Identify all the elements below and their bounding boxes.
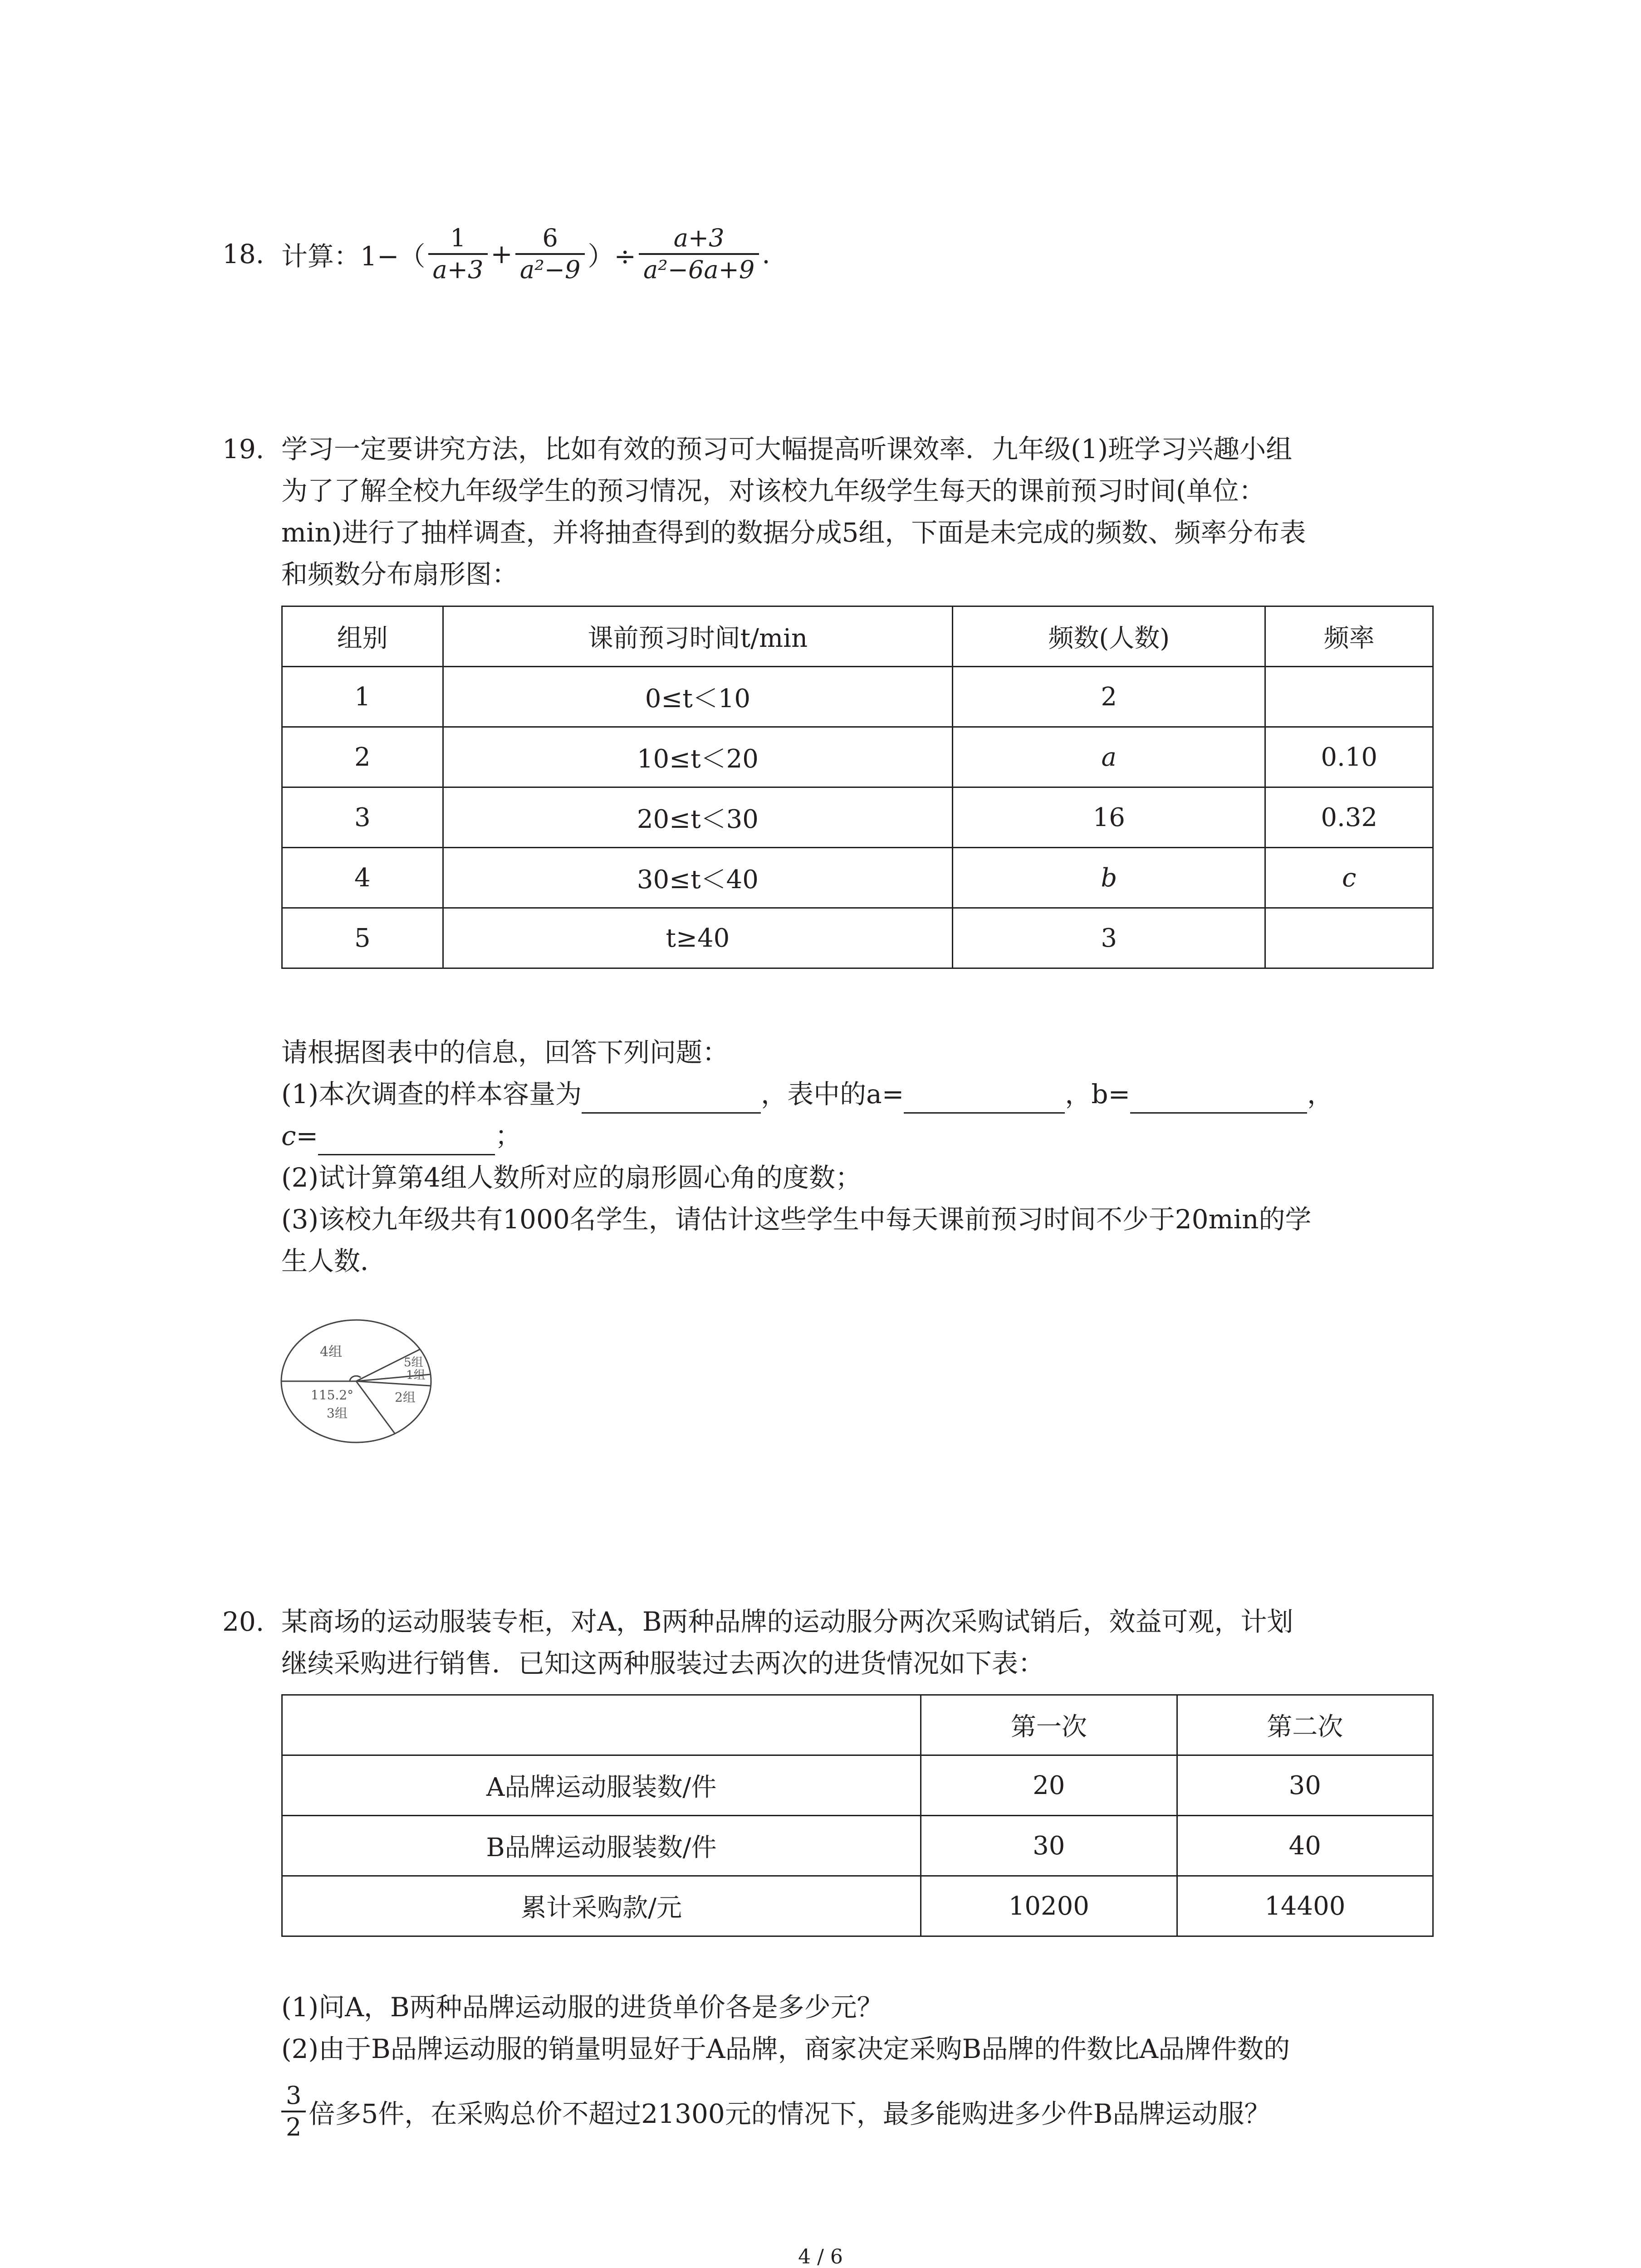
numerator: a+3 [639, 223, 759, 255]
table-header: 组别 [282, 606, 443, 667]
table-cell: 14400 [1177, 1876, 1433, 1936]
table-cell: 10≤t＜20 [443, 727, 953, 787]
q18-fraction-2 [515, 223, 585, 285]
plus-sign: + [490, 239, 513, 269]
q18-fraction-3 [639, 223, 759, 285]
q19-pie-chart [274, 1313, 438, 1449]
pie-label-g5: 5组 [404, 1356, 423, 1369]
q20-part-1: (1)问A，B两种品牌运动服的进货单价各是多少元？ [281, 1992, 883, 2023]
table-cell [1265, 908, 1433, 968]
table-cell: 2 [953, 667, 1265, 727]
question-number: 18. [222, 239, 265, 269]
table-cell: 30≤t＜40 [443, 848, 953, 908]
q20-line-2: 继续采购进行销售．已知这两种服装过去两次的进货情况如下表： [281, 1648, 1045, 1679]
table-cell: 累计采购款/元 [282, 1876, 921, 1936]
table-row [282, 908, 1433, 968]
numerator: 6 [515, 223, 585, 255]
table-cell: 5 [282, 908, 443, 968]
q19-part-3-line-2: 生人数． [281, 1246, 387, 1276]
table-cell: 20 [921, 1755, 1177, 1816]
table-header: 课前预习时间t/min [443, 606, 953, 667]
table-header-row [282, 606, 1433, 667]
table-cell: a [953, 727, 1265, 787]
table-cell: 0≤t＜10 [443, 667, 953, 727]
page-number: 4 / 6 [798, 2245, 843, 2268]
pie-label-g2: 2组 [395, 1390, 416, 1405]
denominator: a²−6a+9 [643, 255, 755, 284]
q18-expression [281, 213, 770, 295]
pie-label-g4: 4组 [320, 1344, 343, 1360]
divide-sign: ）÷ [588, 241, 636, 272]
table-row [282, 787, 1433, 848]
table-header: 第一次 [921, 1695, 1177, 1755]
q19-p1-text: ，b= [1065, 1079, 1131, 1110]
period: . [762, 239, 770, 269]
q19-p1-text: c= [281, 1120, 318, 1151]
table-header: 频率 [1265, 606, 1433, 667]
table-cell: 4 [282, 848, 443, 908]
q19-line-2: 为了了解全校九年级学生的预习情况，对该校九年级学生每天的课前预习时间(单位： [281, 475, 1265, 506]
question-19 [222, 431, 1493, 1474]
denominator: a²−9 [519, 255, 581, 284]
q19-line-4: 和频数分布扇形图： [281, 559, 519, 590]
answer-blank[interactable] [318, 1118, 495, 1155]
q19-p1-text: ， [1307, 1079, 1334, 1110]
table-row [282, 727, 1433, 787]
pie-label-angle: 115.2° [311, 1388, 354, 1403]
table-row [282, 667, 1433, 727]
table-cell: 0.10 [1265, 727, 1433, 787]
pie-divider [356, 1381, 395, 1433]
q20-fraction [281, 2081, 306, 2142]
q19-line-3: min)进行了抽样调查，并将抽查得到的数据分成5组，下面是未完成的频数、频率分布表 [281, 517, 1306, 548]
pie-label-g1: 1组 [406, 1369, 426, 1382]
question-18 [222, 204, 1493, 304]
q20-line-1: 某商场的运动服装专柜，对A，B两种品牌的运动服分两次采购试销后，效益可观，计划 [281, 1606, 1293, 1637]
q19-p1-text: ，表中的a= [761, 1079, 904, 1110]
table-cell: 20≤t＜30 [443, 787, 953, 848]
q20-part-2-line-2 [281, 2073, 1270, 2150]
q19-part-1 [281, 1076, 1333, 1114]
denominator: a+3 [432, 255, 484, 284]
table-header: 频数(人数) [953, 606, 1265, 667]
table-cell: A品牌运动服装数/件 [282, 1755, 921, 1816]
table-header-row [282, 1695, 1433, 1755]
table-row [282, 1876, 1433, 1936]
table-cell: 30 [1177, 1755, 1433, 1816]
table-cell: 3 [282, 787, 443, 848]
answer-blank[interactable] [1130, 1076, 1307, 1114]
table-row [282, 1755, 1433, 1816]
table-cell: t≥40 [443, 908, 953, 968]
table-cell: c [1265, 848, 1433, 908]
q19-p1-text: (1)本次调查的样本容量为 [281, 1079, 582, 1110]
table-header: 第二次 [1177, 1695, 1433, 1755]
pie-label-g3: 3组 [327, 1406, 348, 1421]
numerator: 1 [428, 223, 488, 255]
answer-blank[interactable] [582, 1076, 761, 1114]
table-cell: 2 [282, 727, 443, 787]
table-cell: B品牌运动服装数/件 [282, 1816, 921, 1876]
question-number: 20. [222, 1606, 265, 1637]
table-cell: 0.32 [1265, 787, 1433, 848]
q19-part-3-line-1: (3)该校九年级共有1000名学生，请估计这些学生中每天课前预习时间不少于20min的学 [281, 1204, 1312, 1235]
table-cell: 16 [953, 787, 1265, 848]
q19-part-2: (2)试计算第4组人数所对应的扇形圆心角的度数； [281, 1162, 862, 1193]
table-cell: 3 [953, 908, 1265, 968]
q19-part-1-cont [281, 1118, 521, 1155]
q19-p1-text: ； [495, 1120, 522, 1151]
table-cell [1265, 667, 1433, 727]
q20-part-2-line-1: (2)由于B品牌运动服的销量明显好于A品牌，商家决定采购B品牌的件数比A品牌件数的 [281, 2033, 1290, 2064]
q20-p2-text: 倍多5件，在采购总价不超过21300元的情况下，最多能购进多少件B品牌运动服？ [309, 2098, 1271, 2129]
table-cell: 1 [282, 667, 443, 727]
table-cell: 30 [921, 1816, 1177, 1876]
table-row [282, 1816, 1433, 1876]
q18-prefix: 计算：1−（ [281, 241, 426, 272]
numerator: 3 [281, 2081, 306, 2112]
answer-blank[interactable] [904, 1076, 1065, 1114]
q19-intro: 请根据图表中的信息，回答下列问题： [281, 1037, 729, 1068]
question-number: 19. [222, 434, 265, 464]
table-header [282, 1695, 921, 1755]
table-cell: 10200 [921, 1876, 1177, 1936]
q19-frequency-table [281, 606, 1434, 969]
table-cell: b [953, 848, 1265, 908]
denominator: 2 [286, 2113, 302, 2141]
q18-fraction-1 [428, 223, 488, 285]
table-row [282, 848, 1433, 908]
q19-line-1: 学习一定要讲究方法，比如有效的预习可大幅提高听课效率．九年级(1)班学习兴趣小组 [281, 434, 1293, 464]
q20-purchase-table [281, 1694, 1434, 1937]
question-20 [222, 1603, 1493, 2193]
table-cell: 40 [1177, 1816, 1433, 1876]
